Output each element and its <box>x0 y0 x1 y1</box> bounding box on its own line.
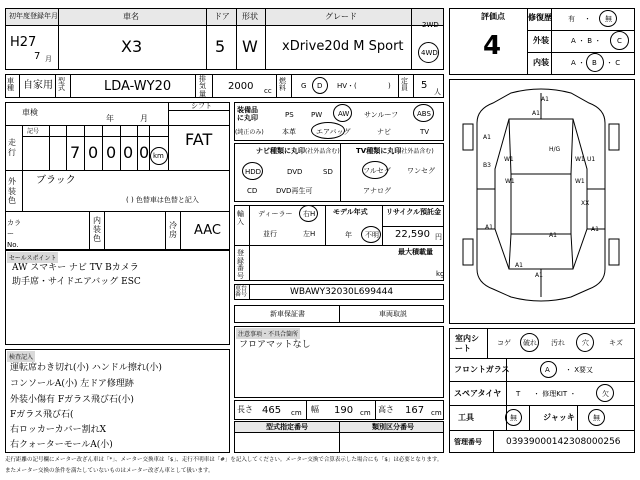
yen-unit: 円 <box>435 233 442 241</box>
mileage-digit-1: 7 <box>70 143 81 162</box>
damage-code-11: A1 <box>485 224 493 231</box>
damage-code-12: A1 <box>515 262 523 269</box>
damage-code-2: A1 <box>532 110 540 117</box>
grade-label: グレード <box>325 12 357 21</box>
seat-ana: 穴 <box>582 339 589 347</box>
eq-ps: PS <box>285 111 294 119</box>
first-reg-label: 初年度登録年月 <box>9 12 58 20</box>
class-label: 類別区分番号 <box>372 423 414 431</box>
car-rear-window-r <box>571 234 573 269</box>
max-load-label: 最大積載量 <box>398 248 433 256</box>
model-year-label: モデル年式 <box>333 208 368 216</box>
shift-label: シフト <box>191 102 212 110</box>
footer-line-1: 走行距離の記号欄にメーター改ざん車は「*」、メーター交換車は「$」、走行不明車は「#」を記入してください。メーター交換で合算表示した場合にも「$」は必要となります。 <box>5 457 443 463</box>
inspection-month-unit: 月 <box>140 114 148 123</box>
ac-label: 冷房 <box>169 221 177 240</box>
fuel-hv: HV・( <box>337 82 357 90</box>
eq-pw: PW <box>311 111 323 119</box>
color-label: 外装色 <box>8 177 16 206</box>
damage-code-13: A1 <box>591 226 599 233</box>
damage-code-7: W1 <box>575 156 585 163</box>
mgmt-label: 管理番号 <box>454 438 482 446</box>
cc-unit: cc <box>264 87 272 95</box>
inspection-year-unit: 年 <box>106 114 114 123</box>
wheel-fl <box>463 124 473 150</box>
width-unit: cm <box>360 409 371 417</box>
ac-value: AAC <box>194 223 221 238</box>
displacement: 2000 <box>228 81 254 92</box>
damage-code-10: XX <box>581 200 590 207</box>
notes-label: 注意事項・不具合箇所 <box>236 328 300 339</box>
damage-code-6: B3 <box>483 162 491 169</box>
damage-code-8: W1 <box>575 178 585 185</box>
drive-2wd: 2WD <box>422 21 439 29</box>
damage-code-14: A1 <box>549 232 557 239</box>
type-label: 型式 <box>58 77 65 92</box>
navi-dvd-play: DVD再生可 <box>276 187 313 195</box>
color-change-note: ( ) 色替車は色替と記入 <box>126 196 199 204</box>
equipment-sub: (純正のみ) <box>235 129 264 136</box>
mileage-unit: km <box>153 152 164 160</box>
eq-sunroof: サンルーフ <box>364 111 399 119</box>
mileage-label: 走行 <box>8 138 16 157</box>
recycle-label: リサイクル預託金 <box>386 208 442 216</box>
type-cert-label: 型式指定番号 <box>266 423 308 431</box>
recycle-value: 22,590 <box>395 229 430 240</box>
tools-value: 無 <box>510 414 517 422</box>
model-year-year: 年 <box>345 231 352 239</box>
front-glass-label: フロントガラス <box>454 365 510 374</box>
mileage-digit-5: 0 <box>139 143 150 162</box>
persons-unit: 人 <box>434 88 441 96</box>
inspector-note-1: 運転席わき切れ(小) ハンドル擦れ(小) <box>10 363 162 373</box>
interior-label: 内装 <box>533 58 549 67</box>
mileage-digit-3: 0 <box>106 143 117 162</box>
wheel-rr <box>609 239 619 265</box>
wheel-fr <box>609 124 619 150</box>
score-value: 4 <box>483 31 502 61</box>
jack-label: ジャッキ <box>543 413 575 422</box>
interior-c: ・ C <box>606 59 621 67</box>
sales-point-line-2: 助手席・サイドエアバッグ ESC <box>12 277 141 287</box>
sales-point-label: セールスポイント <box>7 252 58 263</box>
model-name: X3 <box>121 37 143 56</box>
inspector-note-4: Fガラス飛び石( <box>10 410 74 420</box>
reg-era: H27 <box>10 35 37 50</box>
car-windshield <box>509 119 511 174</box>
interior-grade: B <box>592 59 597 67</box>
navi-dvd: DVD <box>287 168 303 176</box>
car-cabin-outline <box>495 119 590 269</box>
width-label: 幅 <box>311 405 319 414</box>
door-line-left <box>477 189 495 229</box>
repair-label: 修復歴 <box>528 13 552 22</box>
spare-t: T <box>516 390 521 398</box>
mileage-digits-label: 記号 <box>27 128 40 135</box>
import-parallel: 並行 <box>263 230 277 238</box>
grade: xDrive20d M Sport <box>282 39 404 54</box>
capacity-label: 定員 <box>401 77 408 92</box>
seat-kizu: キズ <box>609 339 623 347</box>
eq-aw: AW <box>338 110 350 118</box>
notes-text: フロアマットなし <box>239 340 311 350</box>
width-value: 190 <box>334 405 354 416</box>
repair-yes: 有 <box>568 15 575 23</box>
damage-code-1: A1 <box>541 96 549 103</box>
sales-point-line-1: AW スマキー ナビ TV Bカメラ <box>12 263 139 273</box>
height-unit: cm <box>431 409 442 417</box>
fuel-label: 燃料 <box>279 77 286 92</box>
chassis-label: 車台番号 <box>235 285 248 299</box>
damage-code-4: W1 <box>505 178 515 185</box>
exterior-grades: A ・ B ・ <box>571 37 602 45</box>
navi-cd: CD <box>247 187 258 195</box>
model-name-label: 車名 <box>123 12 139 21</box>
wheel-rl <box>463 239 473 265</box>
footer-line-2: またメーター交換の条件を満たしていないものはメーター改ざん車として扱います。 <box>5 468 214 474</box>
jack-value: 無 <box>593 414 600 422</box>
exterior-color: ブラック <box>36 175 76 186</box>
tv-analog: アナログ <box>363 187 391 195</box>
shift: FAT <box>185 130 213 149</box>
inspector-label: 検査記入 <box>7 351 35 362</box>
eq-abs: ABS <box>417 110 431 118</box>
spare-label: スペアタイヤ <box>454 389 502 398</box>
inspector-note-3: 外装小傷有 Fガラス飛び石(小) <box>10 395 134 405</box>
interior-a: A ・ <box>571 59 586 67</box>
spare-kit: ・ 修理KIT ・ <box>533 390 577 398</box>
exterior-label: 外装 <box>533 36 549 45</box>
color-no-label: カラー No. <box>7 219 21 250</box>
damage-code-16: H/G <box>549 146 561 153</box>
length-value: 465 <box>262 405 282 416</box>
car-roof <box>511 174 571 234</box>
repair-none: 無 <box>605 15 612 23</box>
interior-color-label: 内装色 <box>93 216 101 244</box>
tv-type-label: TV種類に丸印 <box>356 147 402 155</box>
eq-airbag: エアバッグ <box>316 128 351 136</box>
capacity: 5 <box>421 80 428 91</box>
tv-type-sub: (社外品含む) <box>399 148 434 155</box>
damage-code-3: W1 <box>504 156 514 163</box>
length-label: 長さ <box>237 405 253 414</box>
eq-leather: 本革 <box>282 128 296 136</box>
import-right-h: 右H <box>303 210 316 218</box>
navi-sd: SD <box>323 168 333 176</box>
seat-yogore: 汚れ <box>551 339 565 347</box>
mileage-digit-2: 0 <box>88 143 99 162</box>
vehicle-label: 車種 <box>7 77 14 92</box>
shape: W <box>242 37 258 56</box>
max-load-unit: kg <box>436 270 445 278</box>
door-label: ドア <box>214 12 230 21</box>
tools-label: 工具 <box>458 413 474 422</box>
month-unit: 月 <box>45 55 52 63</box>
mgmt-value: 03939000142308000256 <box>506 437 621 447</box>
fuel-g: G <box>301 82 307 90</box>
front-glass-x: ・ X要又 <box>565 366 594 374</box>
seat-koge: コゲ <box>497 339 511 347</box>
displacement-label: 排気量 <box>199 75 206 98</box>
navi-type-sub: (社外品含む) <box>305 148 340 155</box>
car-windshield-r <box>571 119 573 174</box>
manual: 車両取説 <box>379 310 407 318</box>
import-left-h: 左H <box>303 230 316 238</box>
damage-code-15: A1 <box>535 272 543 279</box>
navi-hdd: HDD <box>245 168 262 176</box>
import-label: 輸入 <box>237 210 244 226</box>
inspector-note-5: 右ロッカーカバー割れX <box>10 425 107 435</box>
inspector-note-6: 右クォーターモールA(小) <box>10 440 113 450</box>
car-diagram <box>449 79 635 324</box>
repair-dot: ・ <box>584 15 591 23</box>
door-line-right <box>587 189 605 229</box>
model-code: LDA-WY20 <box>104 79 172 94</box>
shape-label: 形状 <box>242 12 258 21</box>
height-label: 高さ <box>378 405 394 414</box>
model-year-unknown: 不明 <box>365 231 379 239</box>
car-rear-window-l <box>509 234 511 269</box>
reg-month: 7 <box>34 51 41 62</box>
new-warranty: 新車保証書 <box>270 310 305 318</box>
equipment-label: 装備品に丸印 <box>237 106 258 123</box>
spare-none: 欠 <box>602 390 609 398</box>
eq-navi: ナビ <box>377 128 391 136</box>
inspection-label: 車検 <box>22 108 38 117</box>
eq-tv: TV <box>420 128 430 136</box>
seat-yabure: 破れ <box>523 339 537 347</box>
length-unit: cm <box>291 409 302 417</box>
seat-label: 室内シート <box>455 334 479 353</box>
score-label: 評価点 <box>481 12 505 21</box>
chassis-value: WBAWY32030L699444 <box>290 287 394 297</box>
drive-4wd: 4WD <box>421 49 438 57</box>
mileage-digit-4: 0 <box>123 143 134 162</box>
reg-no-label: 登録番号 <box>237 249 244 281</box>
height-value: 167 <box>405 405 425 416</box>
inspector-note-2: コンソールA(小) 左ドア修理跡 <box>10 379 134 389</box>
fuel-close: ) <box>388 82 391 90</box>
tv-oneseg: ワンセグ <box>407 167 435 175</box>
usage: 自家用 <box>23 80 53 91</box>
tv-fullseg: フルセグ <box>363 167 391 175</box>
import-dealer: ディーラー <box>258 210 293 218</box>
exterior-grade: C <box>617 37 622 45</box>
damage-code-9: U1 <box>587 156 596 163</box>
fuel-d: D <box>317 82 323 90</box>
damage-code-5: A1 <box>483 134 491 141</box>
front-glass-a: A <box>545 366 550 374</box>
navi-type-label: ナビ種類に丸印 <box>256 147 305 155</box>
doors: 5 <box>215 37 226 56</box>
